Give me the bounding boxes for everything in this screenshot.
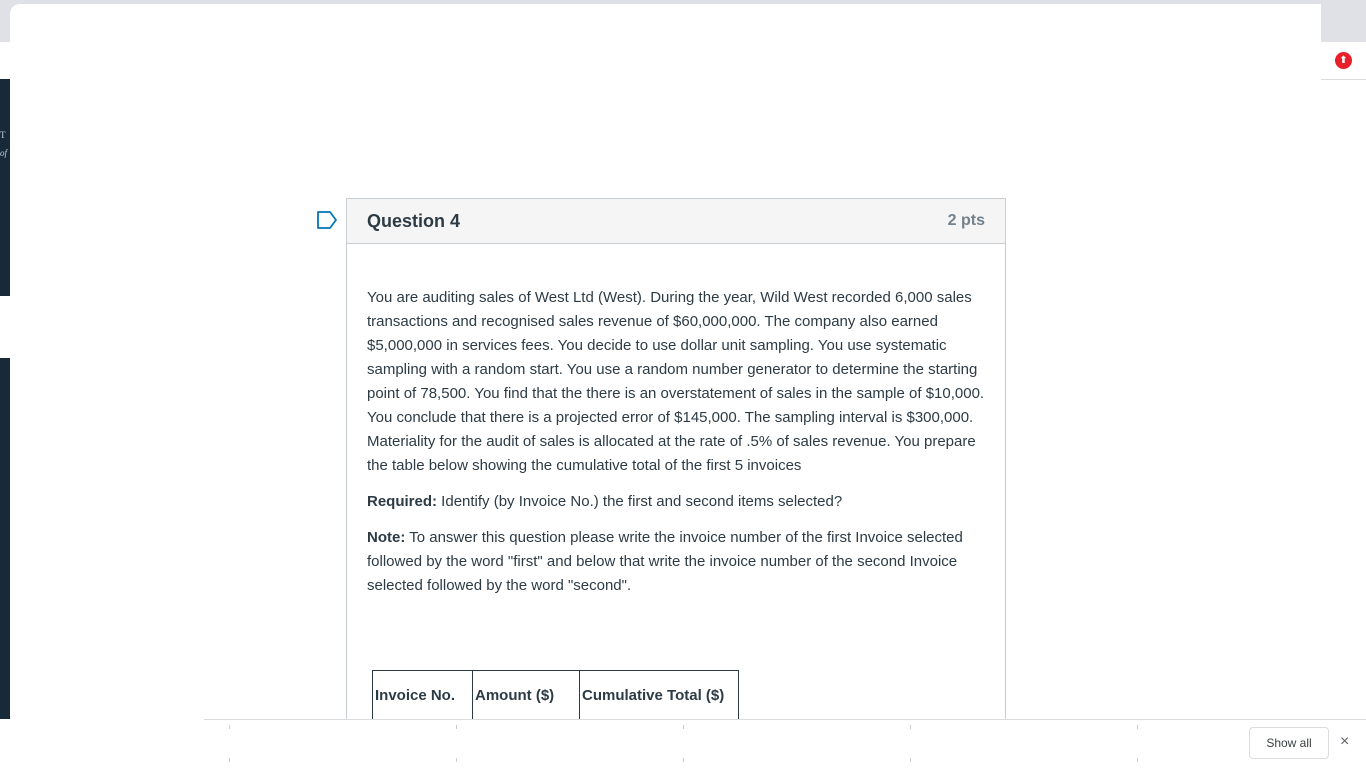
close-icon[interactable]: × (1340, 733, 1350, 750)
question-paragraph: You are auditing sales of West Ltd (West). During the year, Wild West recorded 6,000 sales transactions and recognised sales revenue of $60,000,000. The company also earned $5,000,000 in services fees. You decide to use dollar unit sampling. You use systematic sampling with a random start. You use a random number generator to determine the starting point of 78,500. You find that the there is an overstatement of sales in the sample of $10,000. You conclude that there is a projected error of $145,000. The sampling interval is $300,000. Materiality for the audit of sales is allocated at the rate of .5% of sales revenue. You prepare the table below showing the cumulative total of the first 5 invoices (367, 289, 985, 474)
shelf-divider (456, 758, 457, 762)
shelf-divider (683, 758, 684, 762)
shelf-divider (229, 725, 230, 729)
shelf-divider (456, 725, 457, 729)
note-statement (367, 526, 985, 598)
global-navigation (0, 79, 10, 719)
note-label: Note: (367, 529, 406, 546)
show-all-button[interactable]: Show all (1249, 727, 1329, 759)
required-label: Required: (367, 493, 438, 510)
question-header (347, 199, 1005, 244)
shelf-divider (910, 725, 911, 729)
column-header-cumulative-total: Cumulative Total ($) (580, 671, 739, 721)
shelf-divider (1137, 758, 1138, 762)
shelf-divider (910, 758, 911, 762)
column-header-amount: Amount ($) (473, 671, 580, 721)
question-title: Question 4 (367, 210, 461, 231)
required-text: Identify (by Invoice No.) the first and second items selected? (437, 493, 843, 510)
downloads-shelf (204, 719, 1366, 769)
flag-outline-icon[interactable] (316, 210, 338, 230)
required-statement (367, 490, 985, 514)
nav-logo-fragment: T of (0, 130, 8, 158)
note-text: To answer this question please write the invoice number of the first Invoice selected followed by the word "first" and below that write the invoice number of the second Invoice selected followed by the word "second". (367, 529, 963, 594)
shelf-divider (229, 758, 230, 762)
shelf-divider (683, 725, 684, 729)
extension-icon[interactable]: ⬆ (1335, 52, 1352, 69)
table-header-row (373, 671, 739, 721)
question-card (346, 198, 1006, 738)
shelf-divider (1137, 725, 1138, 729)
column-header-invoice-no: Invoice No. (373, 671, 473, 721)
question-points: 2 pts (947, 212, 985, 229)
invoice-table (372, 670, 739, 721)
nav-divider (0, 296, 10, 358)
question-body (347, 244, 1005, 598)
